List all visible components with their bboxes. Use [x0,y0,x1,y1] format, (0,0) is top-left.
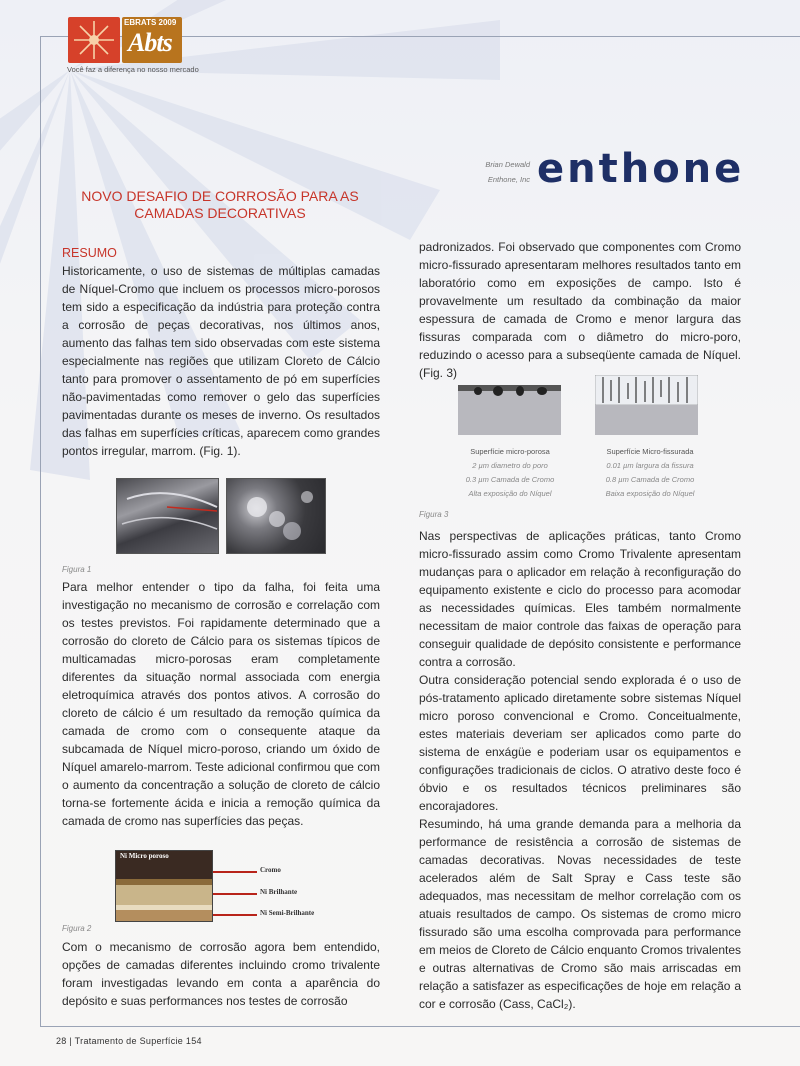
ebrats-logo-text: EBRATS 2009 [124,18,177,27]
figure-2-label-ni-brilhante: Ni Brilhante [260,888,298,896]
section-heading: RESUMO [62,246,117,260]
paragraph-practical: Nas perspectivas de aplicações práticas, tanto Cromo micro-fissurado assim como Cromo Trivalente apresentam mudanças para o aplicador em relação à reconfiguração do equipamento existente e ciclo do processo para acomodar as necessidades químicas. Eles também normalmente necessitam de maior controle das faixas de operação para conseguir qualidade de depósito consistente e performance contra a corrosão. [419,529,741,669]
paragraph-investigation: Para melhor entender o tipo da falha, foi feita uma investigação no mecanismo de corrosão e correlação com os testes previstos. Foi rapidamente determinado que a corrosão do cloreto de Cálcio para os sistemas típicos de multicamadas micro-porosas eram completamente diferentes da situação normal associada com energia eletroquímica através dos pontos ativos. A corrosão do cloreto de cálcio é um resultado da remoção química da camada de cromo com o consequente ataque da subcamada de Níquel micro-poroso, criando um óxido de Níquel amarelo-marrom. Teste adicional confirmou que com o aumento da concentração a solução de cloreto de cálcio torna-se fortemente ácida e inicia a remoção química da camada de cromo nas superfícies das peças. [62,580,380,828]
figure-1-photo-part [116,478,219,554]
author-company: Enthone, Inc [487,175,530,184]
fig3b-title: Superfície Micro-fissurada [606,447,694,456]
figure-3-caption: Figura 3 [419,510,449,519]
figure-2-micrograph [115,850,213,922]
left-column-bottom [62,938,380,1010]
fig3a-line1: 2 µm diametro do poro [472,461,548,470]
paragraph-mechanism: Com o mecanismo de corrosão agora bem entendido, opções de camadas diferentes incluindo cromo trivalente foram investigadas levando em conta a aparência do depósito e suas performances nos testes de corrosão [62,940,380,1008]
figure-2-caption: Figura 2 [62,924,92,933]
sun-logo [68,17,120,63]
paragraph-post-treatment: Outra consideração potencial sendo explorada é o uso de pós-tratamento aplicado diretamente sobre sistemas Níquel micro poroso convencional e Cromo. Conceitualmente, estes materiais deveriam ser aplicados como parte do sistema de enxágüe e poderiam usar os equipamentos e configurações tradicionais de ciclos. O atrativo deste foco é óbvio e os resultados técnicos preliminares são encorajadores. [419,673,741,813]
paragraph-results: padronizados. Foi observado que componentes com Cromo micro-fissurado apresentaram melhores resultados tanto em laboratório como em exposições de campo. Isto é provavelmente um resultado da combinação da maior espessura de camada de Cromo e menor largura das fissuras comparada com o diâmetro do micro-poro, reduzindo o acesso para a subseqüente camada de Níquel. (Fig. 3) [419,240,741,380]
fig3b-line2: 0.8 µm Camada de Cromo [605,475,695,484]
fig3b-line3: Baixa exposição do Níquel [605,489,695,498]
figure-2-arrow-ni-semi [213,914,257,916]
figure-2-arrow-cromo [213,871,257,873]
paragraph-abstract: Historicamente, o uso de sistemas de múltiplas camadas de Níquel-Cromo que incluem os processos micro-porosos tem sido a especificação da indústria para proteção contra a corrosão de peças decorativas, nos últimos anos, aumento das falhas tem sido observadas com este sistema especialmente nas regiões que utilizam Cloreto de Cálcio tanto para promover o assentamento de pó em superfícies não-pavimentadas como remover o gelo das superfícies pavimentadas durante os meses de inverno. Os resultados das falhas em superfícies críticas, aparecem como grandes pontos irregular, marrom. (Fig. 1). [62,264,380,458]
fig3a-title: Superfície micro-porosa [470,447,550,456]
right-column-bottom [419,527,741,1013]
figure-2-label-ni-semi: Ni Semi-Brilhante [260,909,315,917]
author-name: Brian Dewald [485,160,530,169]
left-column-top [62,244,380,460]
figure-2-title: Ni Micro poroso [120,852,169,860]
fig3a-line2: 0.3 µm Camada de Cromo [465,475,555,484]
tagline: Você faz a diferença no nosso mercado [67,65,199,74]
left-column-middle [62,578,380,830]
figure-2-label-cromo: Cromo [260,866,281,874]
figure-3-micro-cracked-diagram [595,375,698,435]
fig3b-line1: 0.01 µm largura da fissura [606,461,694,470]
right-column-top [419,238,741,382]
page-footer: 28 | Tratamento de Superfície 154 [56,1036,202,1046]
figure-3-caption-b [580,445,720,501]
figure-1-photo-detail [226,478,326,554]
frame-left-line [40,36,41,1026]
figure-3-micro-porous-diagram [458,375,561,435]
fig3a-line3: Alta exposição do Níquel [468,489,552,498]
article-title: NOVO DESAFIO DE CORROSÃO PARA AS CAMADAS DECORATIVAS [81,188,359,221]
author-block [440,157,530,187]
abts-logo-text: Abts [128,28,172,57]
paragraph-summary: Resumindo, há uma grande demanda para a melhoria da performance de resistência a corrosão de sistemas de camadas decorativas. Novas necessidades de teste acelerados além de Salt Spray e Cass teste são adequados, mas necessitam de melhor correlação com os atuais resultados de campo. Os sistemas de cromo micro fissurado são uma escolha comprovada para performance em meios de Cloreto de Cálcio enquanto Cromos trivalentes e outras alternativas de Cromo são mais arriscadas em relação a satisfazer as especificações de hoje em relação a cor e corrosão (Cass, CaCl₂). [419,817,741,1011]
figure-2-arrow-ni-brilhante [213,893,257,895]
frame-bottom-line [40,1026,800,1027]
enthone-brand: enthone [537,146,745,192]
figure-3-caption-a [440,445,580,501]
figure-1-caption: Figura 1 [62,565,92,574]
